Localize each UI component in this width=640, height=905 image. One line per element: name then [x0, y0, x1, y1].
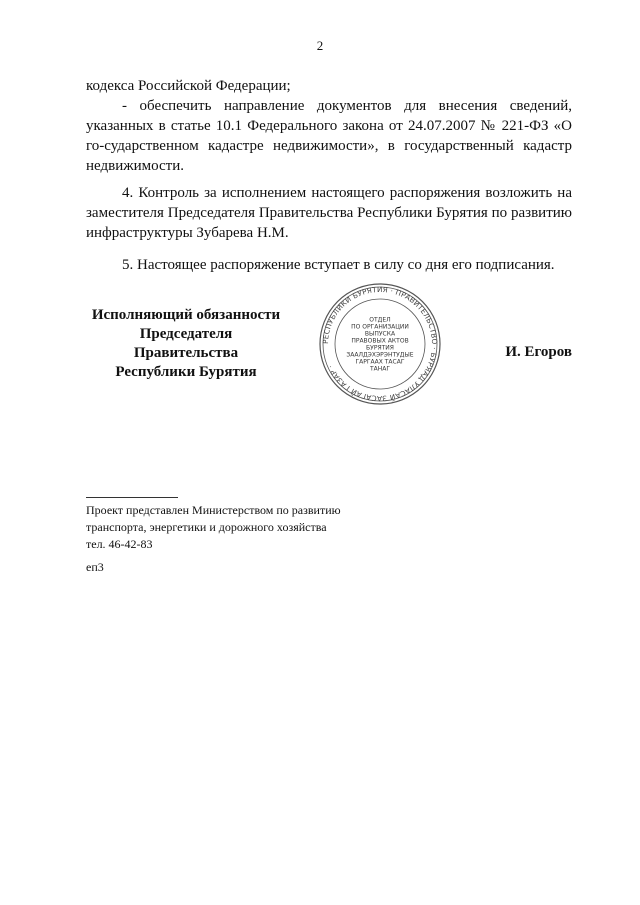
seal-center-line: ЗААЛДЭХЭРЭНТУДЫЕ: [346, 351, 414, 359]
seal-center-line: ПРАВОВЫХ АКТОВ: [351, 337, 409, 345]
seal-center-line: ВЫПУСКА: [364, 330, 396, 338]
seal-center-line: БУРЯТИЯ: [366, 344, 394, 352]
seal-center-line: ГАРГААХ ТАСАГ: [355, 358, 405, 366]
page-number: 2: [316, 38, 324, 53]
signatory-title-line: Республики Бурятия: [115, 364, 257, 380]
seal-center-line: ОТДЕЛ: [369, 316, 391, 324]
signatory-title-line: Председателя Правительства: [133, 326, 239, 361]
footer-note: [86, 502, 386, 553]
executor-code: еп3: [86, 560, 104, 574]
signatory-title: [86, 306, 286, 382]
seal-center-line: ТАНАГ: [369, 365, 391, 373]
official-seal-stamp: [318, 282, 442, 406]
paragraph-continuation: кодекса Российской Федерации;: [86, 78, 291, 94]
seal-center-line: ПО ОРГАНИЗАЦИИ: [351, 323, 409, 331]
footer-phone: тел. 46-42-83: [86, 537, 153, 551]
paragraph-bullet: - обеспечить направление документов для внесения сведений, указанных в статье 10.1 Федерального закона от 24.07.2007 № 221-ФЗ «О го-сударственном кадастре недвижимости», в государственный кадастр недвижимости.: [86, 98, 572, 174]
signatory-name: И. Егоров: [505, 344, 572, 360]
footer-note-line: Проект представлен Министерством по развитию: [86, 503, 341, 517]
footer-note-line: транспорта, энергетики и дорожного хозяйства: [86, 520, 327, 534]
svg-text:РЕСПУБЛИКИ БУРЯТИЯ · ПРАВИТЕЛЬ: РЕСПУБЛИКИ БУРЯТИЯ · ПРАВИТЕЛЬСТВО · БУРЯАД УЛАСАЙ ЗАСАГАЙ ГАЗАР ·: [320, 284, 440, 404]
footer-divider: [86, 497, 178, 498]
signatory-title-line: Исполняющий обязанности: [91, 307, 281, 323]
paragraph-control: 4. Контроль за исполнением настоящего распоряжения возложить на заместителя Председателя Правительства Республики Бурятия по развитию инфраструктуры Зубарева Н.М.: [86, 185, 572, 241]
paragraph-effective-date: 5. Настоящее распоряжение вступает в силу со дня его подписания.: [122, 257, 555, 273]
